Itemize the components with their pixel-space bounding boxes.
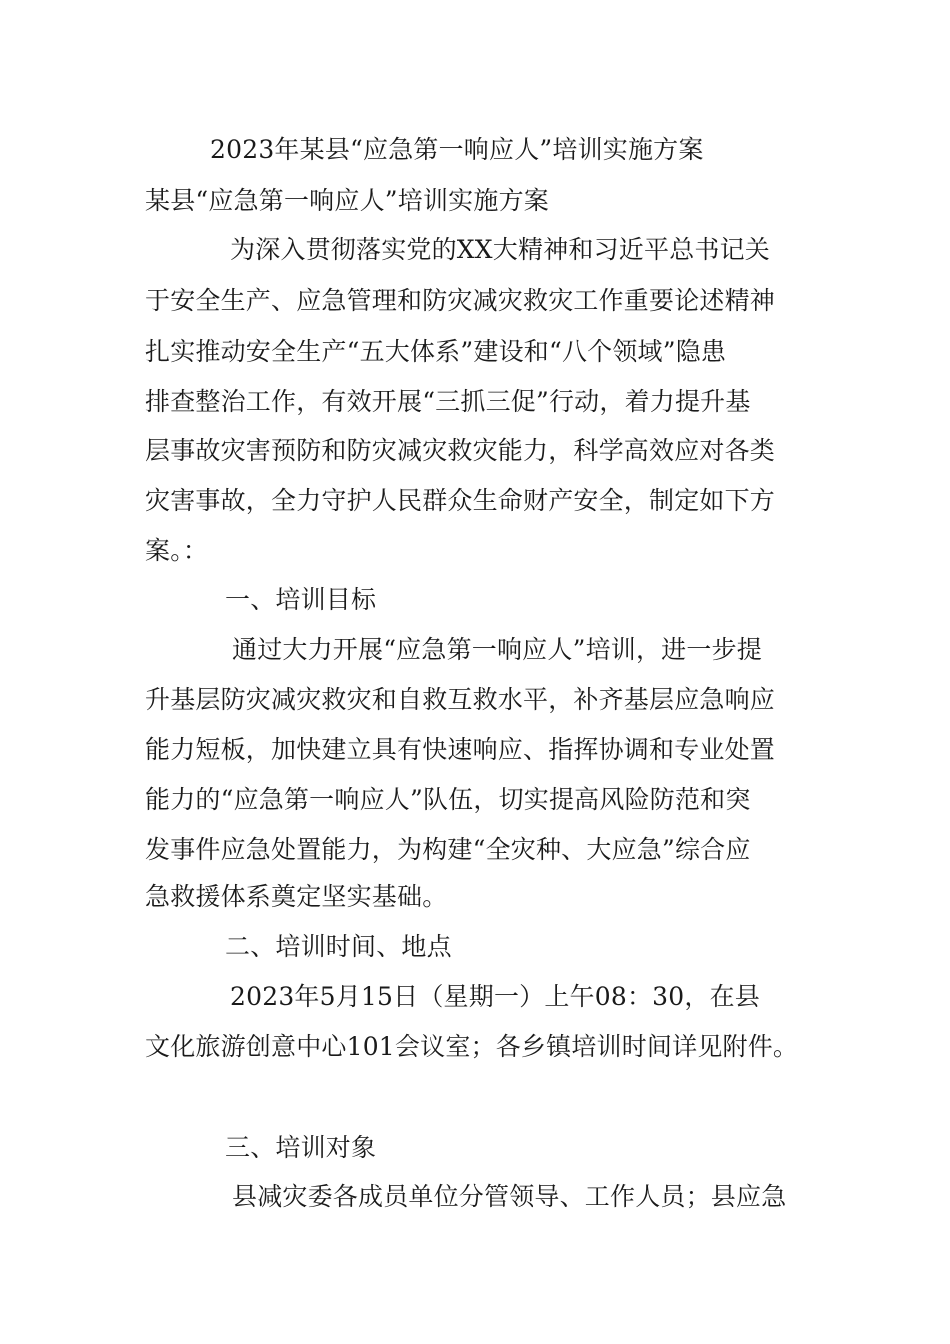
section-1-heading: 一、培训目标 bbox=[225, 585, 377, 614]
section-3-heading: 三、培训对象 bbox=[225, 1133, 377, 1162]
section-2-heading: 二、培训时间、地点 bbox=[225, 932, 452, 961]
document-title: 2023年某县“应急第一响应人”培训实施方案 bbox=[210, 135, 704, 164]
section-2-line-1: 2023年5月15日（星期一）上午08：30，在县 bbox=[230, 982, 760, 1011]
intro-line-5: 层事故灾害预防和防灾减灾救灾能力，科学高效应对各类 bbox=[145, 436, 776, 465]
intro-line-4: 排查整治工作，有效开展“三抓三促”行动，着力提升基 bbox=[145, 387, 751, 416]
intro-line-7: 案。： bbox=[145, 536, 209, 565]
section-1-line-5: 发事件应急处置能力，为构建“全灾种、大应急”综合应 bbox=[145, 835, 751, 864]
section-2-line-2: 文化旅游创意中心101会议室；各乡镇培训时间详见附件。 bbox=[145, 1032, 799, 1061]
section-1-line-3: 能力短板，加快建立具有快速响应、指挥协调和专业处置 bbox=[145, 735, 776, 764]
intro-line-2: 于安全生产、应急管理和防灾减灾救灾工作重要论述精神 bbox=[145, 286, 776, 315]
section-1-line-6: 急救援体系奠定坚实基础。 bbox=[145, 882, 448, 911]
intro-line-6: 灾害事故，全力守护人民群众生命财产安全，制定如下方 bbox=[145, 486, 776, 515]
document-subtitle: 某县“应急第一响应人”培训实施方案 bbox=[145, 186, 549, 215]
section-1-line-4: 能力的“应急第一响应人”队伍，切实提高风险防范和突 bbox=[145, 785, 751, 814]
intro-line-3: 扎实推动安全生产“五大体系”建设和“八个领域”隐患 bbox=[145, 337, 727, 366]
section-1-line-2: 升基层防灾减灾救灾和自救互救水平，补齐基层应急响应 bbox=[145, 685, 776, 714]
section-1-line-1: 通过大力开展“应急第一响应人”培训，进一步提 bbox=[232, 635, 762, 664]
section-3-line-1: 县减灾委各成员单位分管领导、工作人员；县应急 bbox=[232, 1182, 787, 1211]
intro-line-1: 为深入贯彻落实党的XX大精神和习近平总书记关 bbox=[230, 235, 770, 264]
